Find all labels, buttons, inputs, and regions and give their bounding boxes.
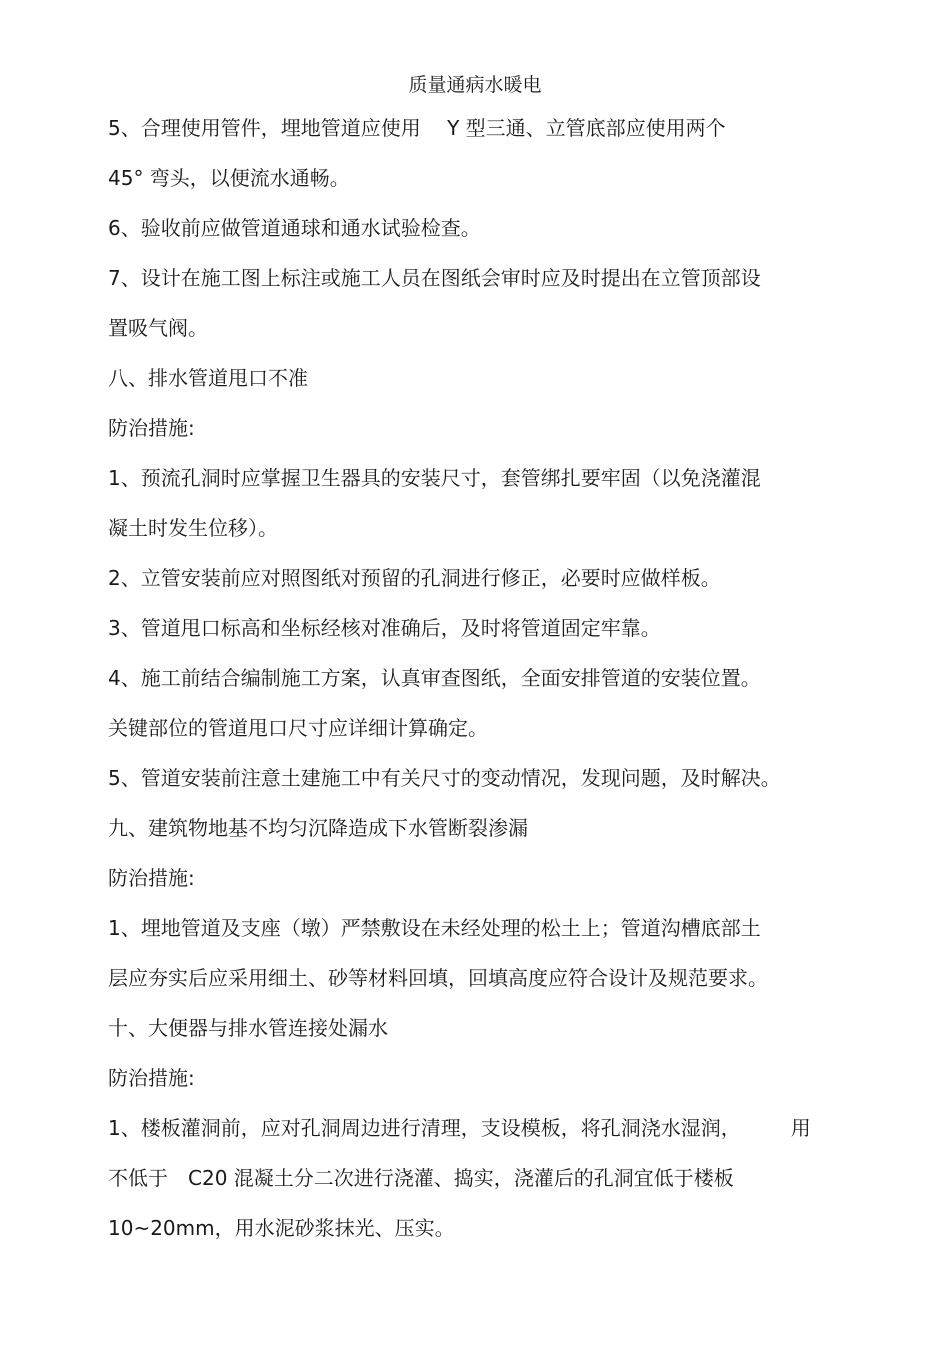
section-heading: 八、排水管道甩口不准 bbox=[108, 366, 308, 390]
text-line: 3、管道甩口标高和坐标经核对准确后，及时将管道固定牢靠。 bbox=[108, 616, 661, 640]
text-line: 1、预流孔洞时应掌握卫生器具的安装尺寸，套管绑扎要牢固（以免浇灌混 bbox=[108, 466, 761, 490]
text-line: 凝土时发生位移）。 bbox=[108, 516, 278, 540]
text-line: 关键部位的管道甩口尺寸应详细计算确定。 bbox=[108, 716, 488, 740]
text-line: 6、验收前应做管道通球和通水试验检查。 bbox=[108, 216, 481, 240]
text-line: 4、施工前结合编制施工方案，认真审查图纸，全面安排管道的安装位置。 bbox=[108, 666, 761, 690]
text-line: 置吸气阀。 bbox=[108, 316, 208, 340]
subheading: 防治措施: bbox=[108, 416, 195, 440]
section-heading: 十、大便器与排水管连接处漏水 bbox=[108, 1016, 388, 1040]
subheading: 防治措施: bbox=[108, 1066, 195, 1090]
text-line: 5、合理使用管件，埋地管道应使用 Y 型三通、立管底部应使用两个 bbox=[108, 116, 726, 140]
text-line: 5、管道安装前注意土建施工中有关尺寸的变动情况，发现问题，及时解决。 bbox=[108, 766, 781, 790]
text-line: 45° 弯头，以便流水通畅。 bbox=[108, 166, 350, 190]
text-line: 1、埋地管道及支座（墩）严禁敷设在未经处理的松土上；管道沟槽底部土 bbox=[108, 916, 761, 940]
text-line: 7、设计在施工图上标注或施工人员在图纸会审时应及时提出在立管顶部设 bbox=[108, 266, 761, 290]
text-line: 1、楼板灌洞前，应对孔洞周边进行清理，支设模板，将孔洞浇水湿润， 用 bbox=[108, 1116, 811, 1140]
text-line: 不低于 C20 混凝土分二次进行浇灌、捣实，浇灌后的孔洞宜低于楼板 bbox=[108, 1166, 734, 1190]
page-header: 质量通病水暖电 bbox=[408, 74, 542, 96]
section-heading: 九、建筑物地基不均匀沉降造成下水管断裂渗漏 bbox=[108, 816, 528, 840]
text-line: 10~20mm，用水泥砂浆抹光、压实。 bbox=[108, 1216, 455, 1240]
text-line: 2、立管安装前应对照图纸对预留的孔洞进行修正，必要时应做样板。 bbox=[108, 566, 721, 590]
text-line: 层应夯实后应采用细土、砂等材料回填，回填高度应符合设计及规范要求。 bbox=[108, 966, 768, 990]
subheading: 防治措施: bbox=[108, 866, 195, 890]
